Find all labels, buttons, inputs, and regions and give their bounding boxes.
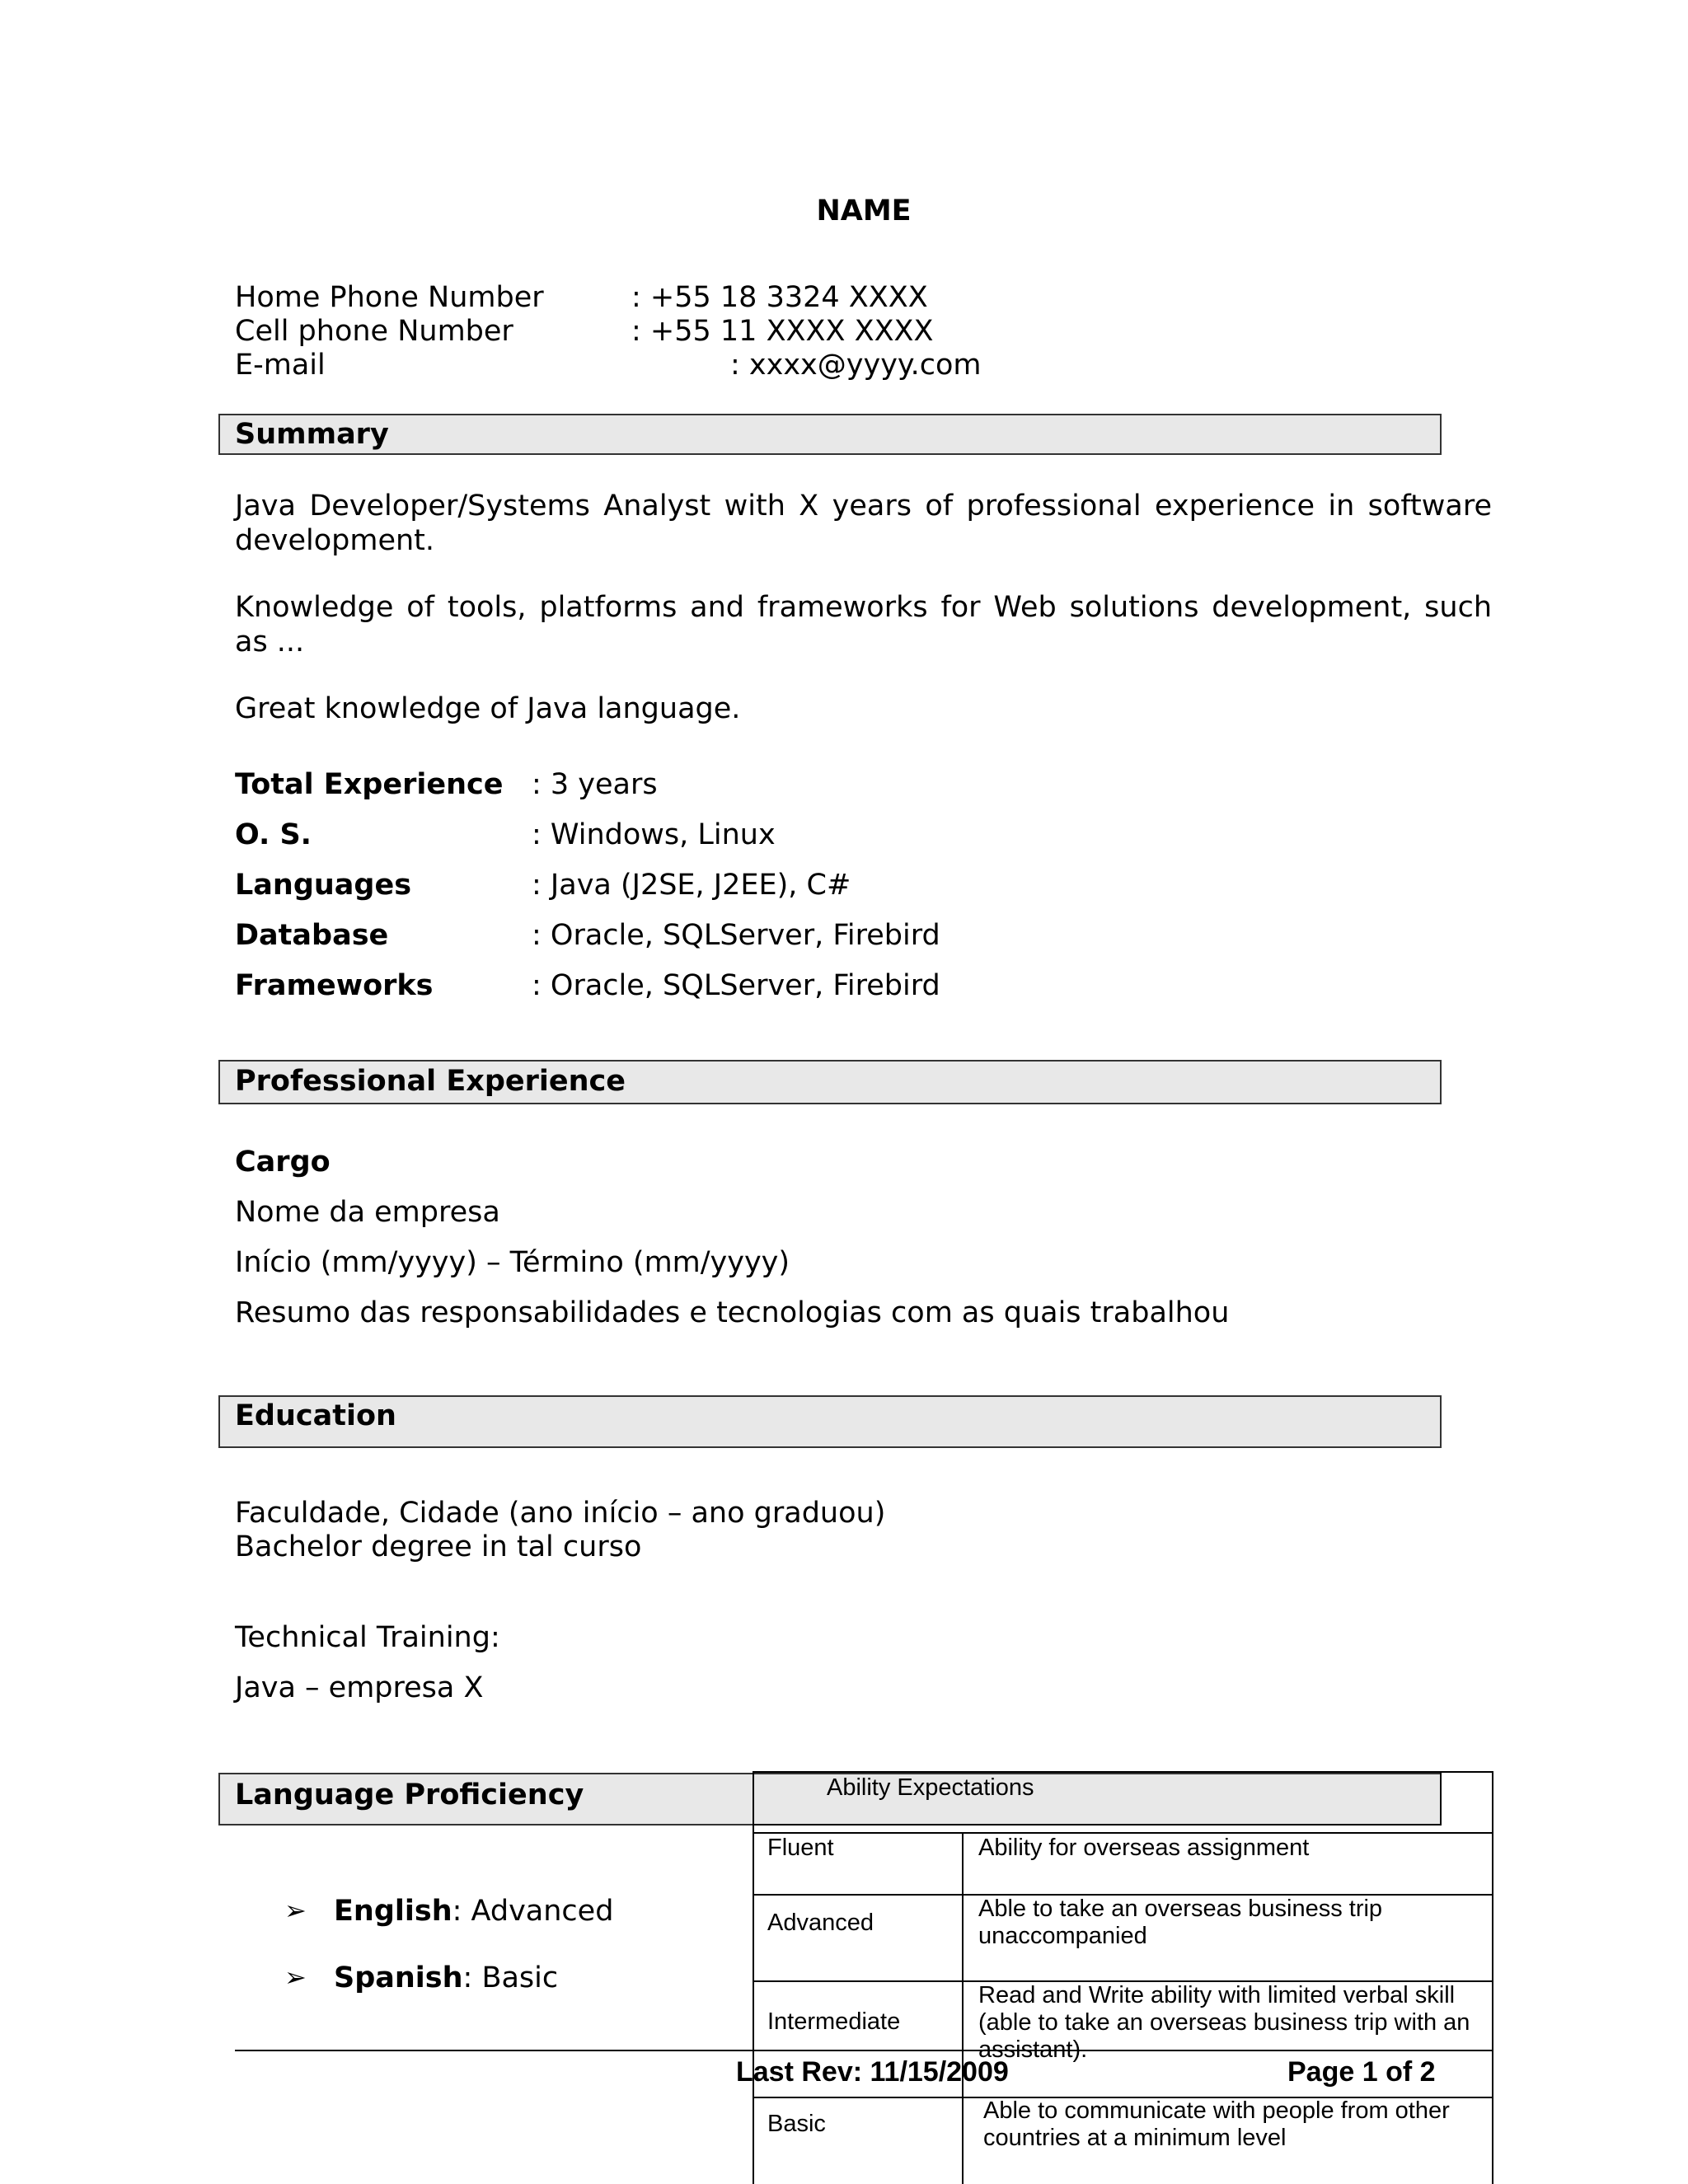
fact-value-database: : Oracle, SQLServer, Firebird: [532, 919, 940, 952]
ability-table-title: Ability Expectations: [827, 1774, 1034, 1801]
contact-label-cell-phone: Cell phone Number: [235, 315, 513, 348]
ability-expectation-intermediate: Read and Write ability with limited verbal skill (able to take an overseas business trip with an assistant).: [978, 1982, 1470, 2063]
fact-value-languages: : Java (J2SE, J2EE), C#: [532, 869, 851, 902]
fact-value-os: : Windows, Linux: [532, 818, 776, 851]
footer-last-rev: Last Rev: 11/15/2009: [736, 2056, 1009, 2088]
language-item-english: [334, 1894, 613, 1929]
language-heading: Language Proficiency: [235, 1779, 584, 1811]
summary-heading: Summary: [235, 418, 389, 451]
training-item: Java – empresa X: [235, 1671, 484, 1704]
language-name: English: [334, 1895, 452, 1928]
language-level: : Advanced: [452, 1895, 614, 1928]
fact-value-total-experience: : 3 years: [532, 768, 658, 801]
language-name: Spanish: [334, 1961, 463, 1994]
ability-level-advanced: Advanced: [767, 1910, 874, 1936]
education-school: Faculdade, Cidade (ano início – ano graduou): [235, 1497, 886, 1530]
footer-page-number: Page 1 of 2: [1287, 2056, 1436, 2088]
experience-description: Resumo das responsabilidades e tecnologias com as quais trabalhou: [235, 1296, 1230, 1329]
footer-rule: [235, 2050, 1493, 2051]
ability-table-hline: [753, 1832, 1493, 1834]
education-heading: Education: [235, 1399, 396, 1432]
summary-paragraph-2: Knowledge of tools, platforms and frameworks for Web solutions development, such as ...: [235, 591, 1492, 658]
language-level: : Basic: [462, 1961, 559, 1994]
ability-expectation-advanced: Able to take an overseas business trip unaccompanied: [978, 1896, 1383, 1949]
ability-level-intermediate: Intermediate: [767, 2008, 901, 2035]
fact-value-frameworks: : Oracle, SQLServer, Firebird: [532, 969, 940, 1002]
experience-heading-bar: [218, 1060, 1442, 1104]
summary-paragraph-3: Great knowledge of Java language.: [235, 692, 741, 725]
language-item-spanish: [334, 1961, 558, 1995]
resume-name: NAME: [816, 194, 912, 227]
contact-label-home-phone: Home Phone Number: [235, 281, 544, 314]
experience-period: Início (mm/yyyy) – Término (mm/yyyy): [235, 1246, 790, 1279]
fact-label-os: O. S.: [235, 818, 312, 851]
summary-paragraph-1: Java Developer/Systems Analyst with X years of professional experience in software development.: [235, 490, 1492, 557]
training-label: Technical Training:: [235, 1621, 500, 1654]
ability-expectation-fluent: Ability for overseas assignment: [978, 1835, 1310, 1861]
education-heading-bar: [218, 1395, 1442, 1448]
ability-table-vline: [962, 1832, 964, 2184]
experience-heading: Professional Experience: [235, 1065, 626, 1098]
arrow-bullet-icon: ➢: [284, 1895, 307, 1926]
experience-company: Nome da empresa: [235, 1196, 500, 1229]
ability-level-basic: Basic: [767, 2111, 826, 2137]
arrow-bullet-icon: ➢: [284, 1961, 307, 1993]
contact-value-cell-phone: : +55 11 XXXX XXXX: [631, 315, 934, 348]
contact-label-email: E-mail: [235, 349, 326, 382]
fact-label-total-experience: Total Experience: [235, 768, 504, 801]
contact-value-home-phone: : +55 18 3324 XXXX: [631, 281, 928, 314]
ability-expectation-basic: Able to communicate with people from other countries at a minimum level: [983, 2097, 1450, 2151]
summary-heading-bar: [218, 414, 1442, 455]
fact-label-languages: Languages: [235, 869, 412, 902]
experience-role: Cargo: [235, 1146, 331, 1179]
contact-value-email: : xxxx@yyyy.com: [730, 349, 982, 382]
fact-label-database: Database: [235, 919, 389, 952]
ability-level-fluent: Fluent: [767, 1835, 834, 1861]
fact-label-frameworks: Frameworks: [235, 969, 434, 1002]
education-degree: Bachelor degree in tal curso: [235, 1530, 642, 1563]
